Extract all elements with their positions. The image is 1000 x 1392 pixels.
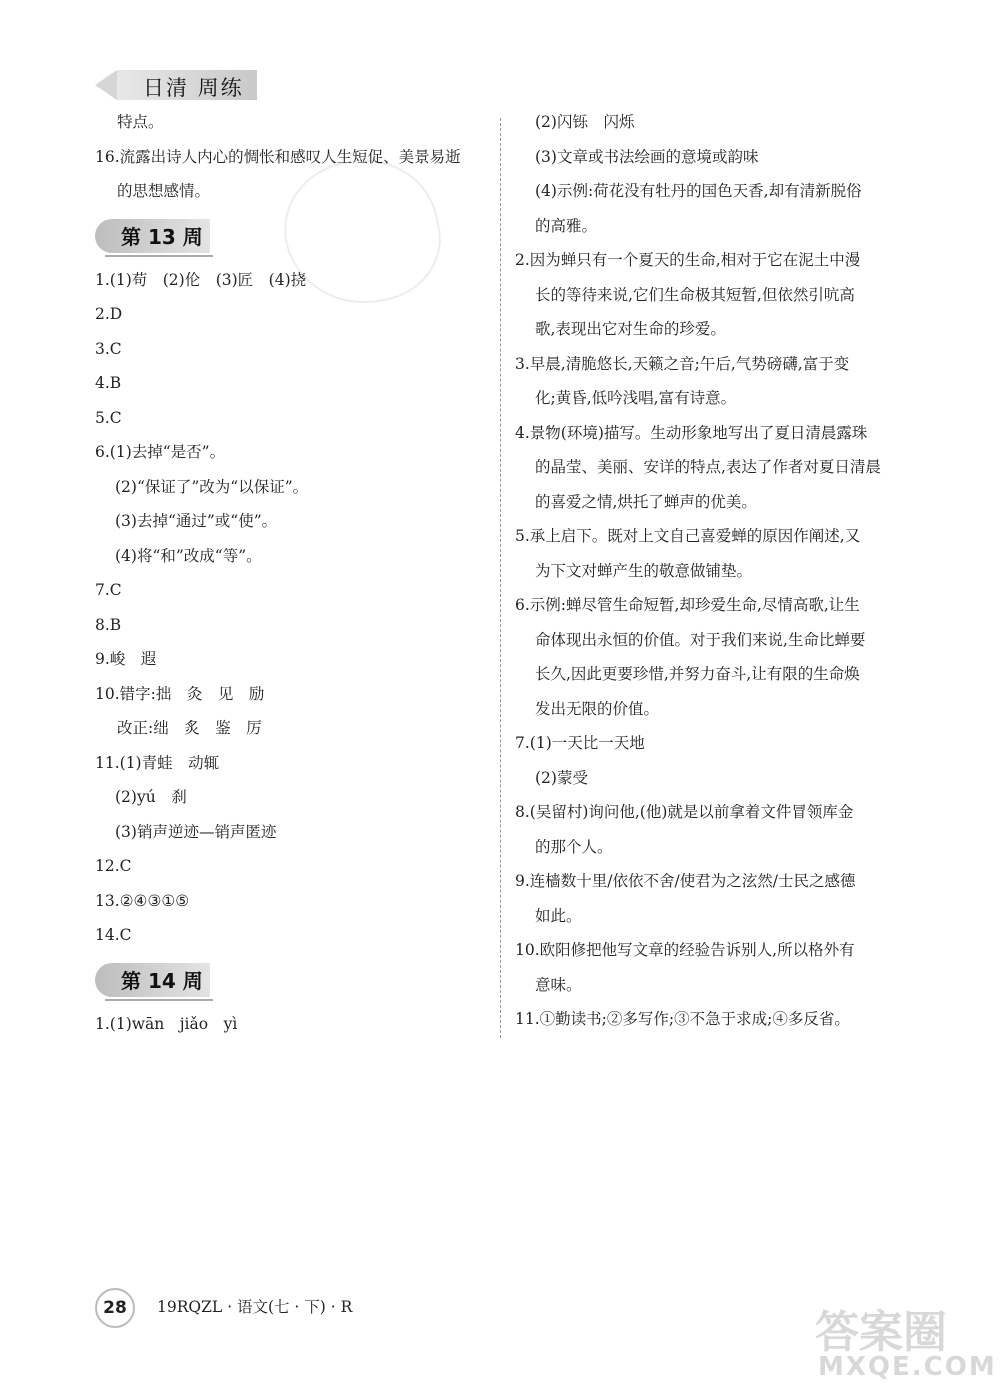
week-underline	[105, 999, 213, 1001]
answer-line: 发出无限的价值。	[535, 699, 660, 718]
answer-line: 12.C	[95, 857, 132, 875]
watermark-url: MXQE.COM	[818, 1352, 997, 1382]
answer-line: 的思想感情。	[117, 182, 211, 200]
answer-line: 3.C	[95, 339, 122, 358]
answer-line: 7.C	[95, 581, 122, 599]
answer-line: (4)示例:荷花没有牡丹的国色天香,却有清新脱俗	[535, 182, 862, 200]
answer-line: 的喜爱之情,烘托了蝉声的优美。	[535, 492, 757, 511]
answer-line: 的晶莹、美丽、安详的特点,表达了作者对夏日清晨	[535, 458, 881, 476]
answer-line: (2)闪铄 闪烁	[535, 113, 635, 131]
answer-line: 10.欧阳修把他写文章的经验告诉别人,所以格外有	[515, 941, 855, 959]
page-header	[95, 70, 260, 100]
book-code: 19RQZL · 语文(七 · 下) · R	[157, 1298, 353, 1316]
answer-line: 6.(1)去掉“是否”。	[95, 443, 226, 461]
answer-line: 改正:绌 炙 鉴 厉	[117, 719, 262, 737]
answer-line: 4.B	[95, 374, 122, 392]
answer-line: 8.B	[95, 615, 122, 634]
answer-line: 11.①勤读书;②多写作;③不急于求成;④多反省。	[515, 1010, 850, 1028]
answer-line: 的那个人。	[535, 837, 613, 856]
answer-line: 歌,表现出它对生命的珍爱。	[535, 320, 726, 338]
column-divider	[500, 118, 501, 1038]
answer-line: (4)将“和”改成“等”。	[115, 546, 262, 565]
header-arrow-icon	[95, 70, 117, 100]
answer-line: 特点。	[117, 113, 164, 131]
answer-line: (2)蒙受	[535, 768, 588, 787]
week-underline	[105, 255, 213, 257]
answer-line: 16.流露出诗人内心的惆怅和感叹人生短促、美景易逝	[95, 147, 461, 166]
left-column	[95, 105, 490, 1041]
answer-line: (2)“保证了”改为“以保证”。	[115, 477, 309, 496]
week-13-heading	[95, 211, 490, 263]
answer-line: 长久,因此更要珍惜,并努力奋斗,让有限的生命焕	[535, 665, 860, 683]
answer-line: 3.早晨,清脆悠长,天籁之音;午后,气势磅礴,富于变	[515, 354, 850, 373]
answer-line: 命体现出永恒的价值。对于我们来说,生命比蝉要	[535, 630, 866, 649]
answer-line: 14.C	[95, 926, 132, 944]
week-14-heading	[95, 955, 490, 1007]
answer-line: 的高雅。	[535, 216, 598, 235]
answer-line: 意味。	[535, 975, 582, 994]
answer-line: 11.(1)青蛙 动辄	[95, 753, 220, 772]
answer-line: 1.(1)苟 (2)伦 (3)匠 (4)挠	[95, 270, 307, 289]
answer-line: 如此。	[535, 906, 582, 925]
answer-line: 9.连樯数十里/依依不舍/使君为之泫然/士民之感德	[515, 872, 856, 890]
week-title: 第 13 周	[121, 224, 203, 249]
answer-line: 2.因为蝉只有一个夏天的生命,相对于它在泥土中漫	[515, 251, 861, 269]
answer-line: 7.(1)一天比一天地	[515, 734, 645, 752]
right-column	[515, 105, 915, 1037]
answer-line: (3)销声逆迹—销声匿迹	[115, 822, 277, 841]
answer-line: 10.错字:拙 灸 见 励	[95, 684, 265, 703]
answer-line: 5.承上启下。既对上文自己喜爱蝉的原因作阐述,又	[515, 527, 861, 545]
answer-line: 1.(1)wān jiǎo yì	[95, 1014, 238, 1033]
page-number: 28	[95, 1288, 135, 1328]
answer-line: 2.D	[95, 305, 123, 323]
answer-line: 8.(吴留村)询问他,(他)就是以前拿着文件冒领库金	[515, 803, 854, 821]
answer-line: (3)去掉“通过”或“使”。	[115, 512, 278, 530]
answer-line: (2)yú 刹	[115, 788, 187, 806]
header-title: 日清 周练	[143, 76, 244, 100]
answer-line: 6.示例:蝉尽管生命短暂,却珍爱生命,尽情高歌,让生	[515, 596, 860, 614]
answer-line: 5.C	[95, 408, 122, 427]
answer-line: 9.峻 遐	[95, 650, 157, 668]
week-title: 第 14 周	[121, 968, 203, 993]
answer-line: 13.②④③①⑤	[95, 891, 190, 910]
answer-line: 4.景物(环境)描写。生动形象地写出了夏日清晨露珠	[515, 423, 868, 442]
watermark-logo: 答案圈	[815, 1307, 947, 1358]
answer-line: 为下文对蝉产生的敬意做铺垫。	[535, 561, 753, 580]
answer-line: 长的等待来说,它们生命极其短暂,但依然引吭高	[535, 285, 855, 304]
answer-line: (3)文章或书法绘画的意境或韵味	[535, 147, 759, 166]
answer-line: 化;黄昏,低吟浅唱,富有诗意。	[535, 389, 737, 407]
